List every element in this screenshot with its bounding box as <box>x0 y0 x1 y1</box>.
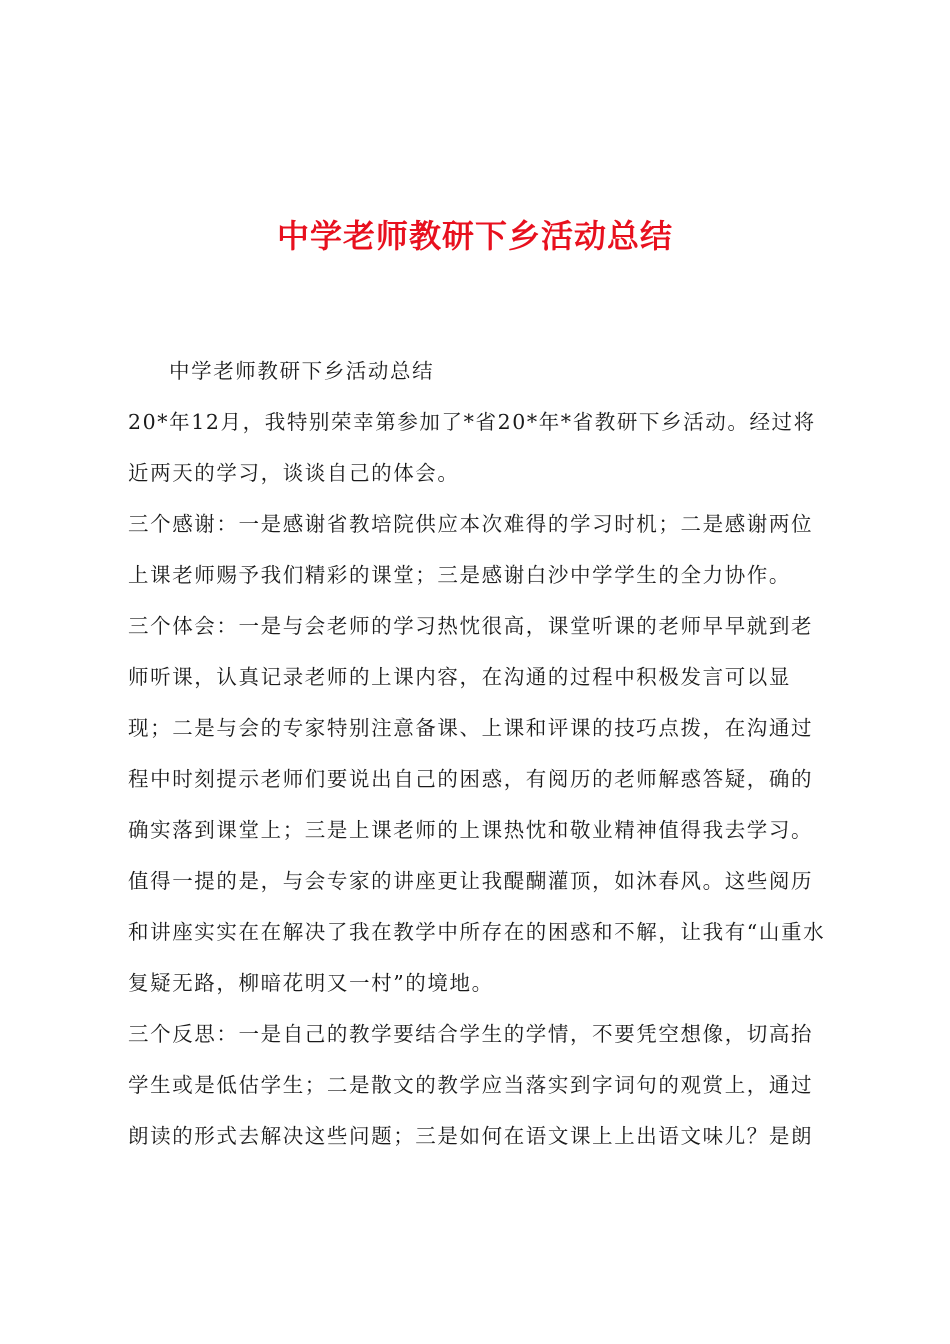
paragraph: 三个体会：一是与会老师的学习热忱很高，课堂听课的老师早早就到老师听课，认真记录老师的上课内容，在沟通的过程中积极发言可以显现；二是与会的专家特别注意备课、上课和评课的技巧点拨，在沟通过程中时刻提示老师们要说出自己的困惑，有阅历的老师解惑答疑，确的确实落到课堂上；三是上课老师的上课热忱和敬业精神值得我去学习。 <box>128 614 814 842</box>
document-title: 中学老师教研下乡活动总结 <box>276 217 673 255</box>
paragraph: 三个反思：一是自己的教学要结合学生的学情，不要凭空想像，切高抬学生或是低估学生；二是散文的教学应当落实到字词句的观赏上，通过朗读的形式去解决这些问题；三是如何在语文课上上出语文味儿？是朗 <box>128 1022 814 1148</box>
document-subtitle: 中学老师教研下乡活动总结 <box>169 359 435 383</box>
paragraph: 三个感谢：一是感谢省教培院供应本次难得的学习时机；二是感谢两位上课老师赐予我们精彩的课堂；三是感谢白沙中学学生的全力协作。 <box>128 512 814 587</box>
document-body <box>128 346 832 1162</box>
paragraph: 值得一提的是，与会专家的讲座更让我醍醐灌顶，如沐春风。这些阅历和讲座实实在在解决了我在教学中所存在的困惑和不解，让我有“山重水复疑无路，柳暗花明又一村”的境地。 <box>128 869 826 995</box>
paragraph: 20*年12月，我特别荣幸第参加了*省20*年*省教研下乡活动。经过将近两天的学习，谈谈自己的体会。 <box>128 410 816 485</box>
